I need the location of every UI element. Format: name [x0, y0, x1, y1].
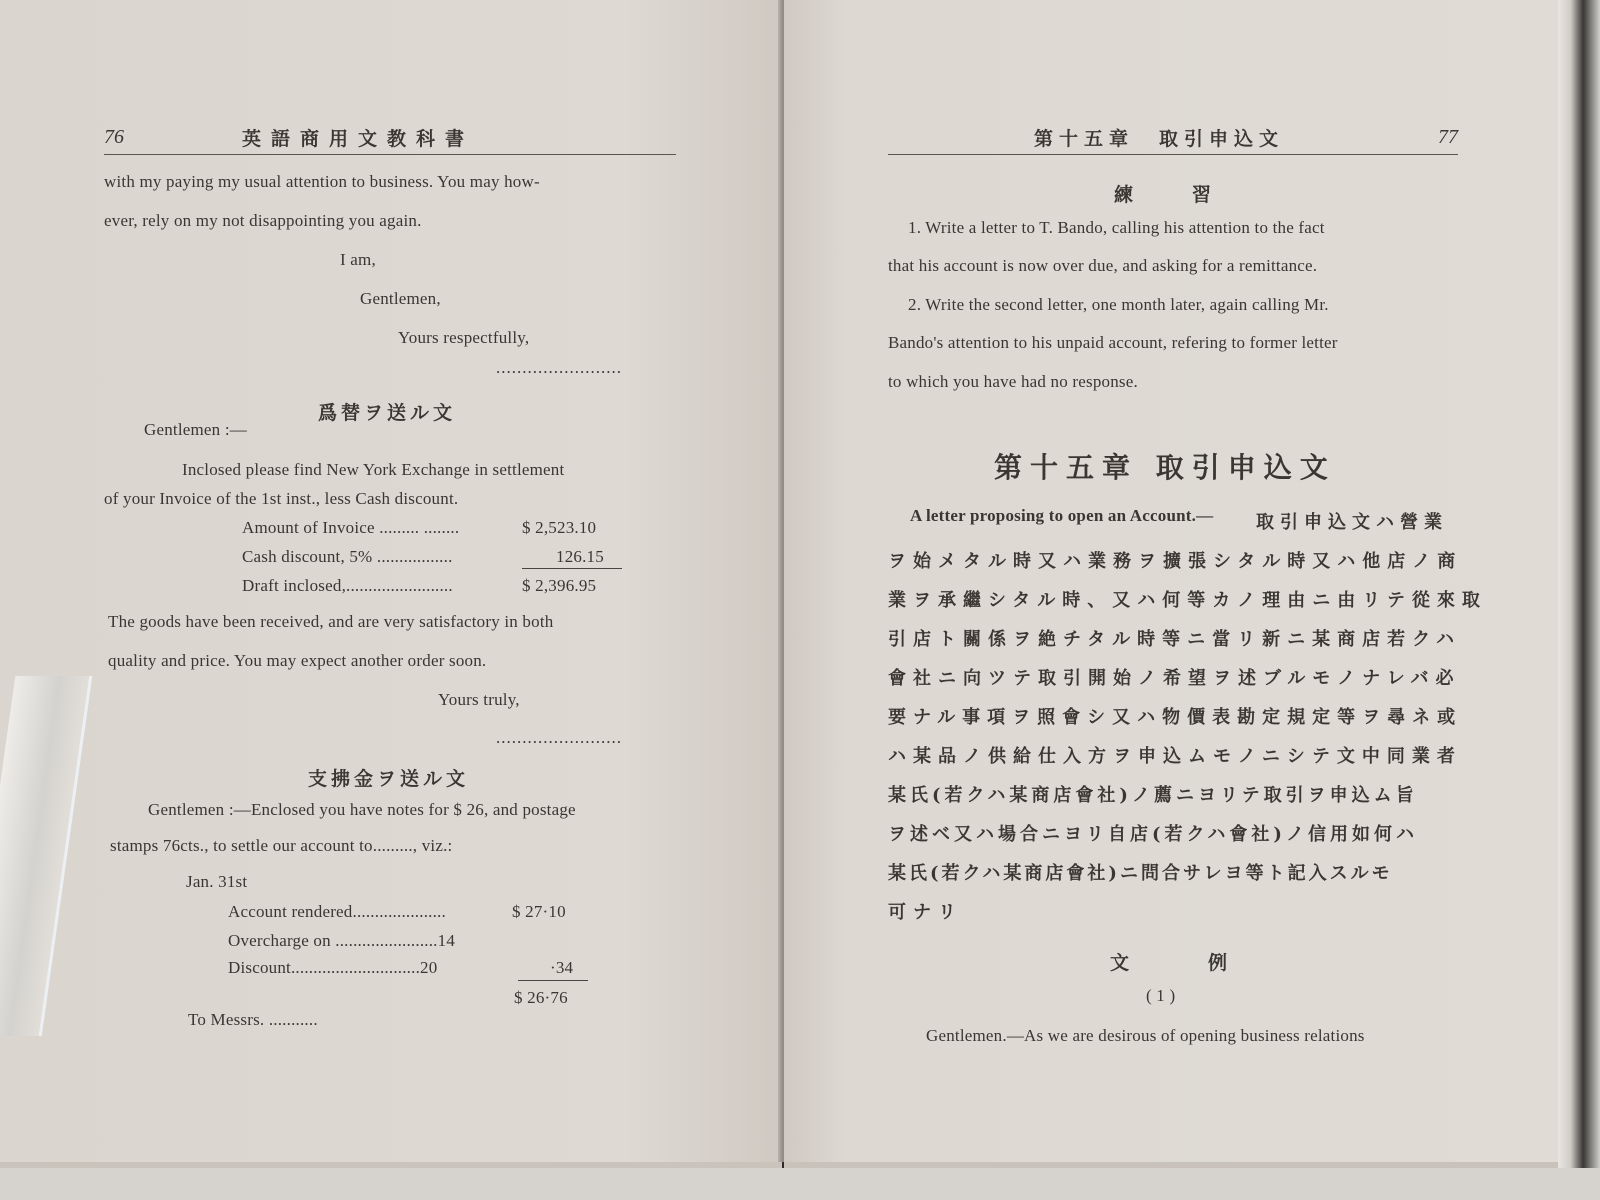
- account-label: Account rendered.....................: [228, 902, 446, 921]
- section-title: 支拂金ヲ送ル文: [308, 768, 470, 790]
- account-label: Discount.............................20: [228, 958, 438, 977]
- section-title: 爲替ヲ送ル文: [318, 402, 457, 424]
- invoice-label: Cash discount, 5% .................: [242, 547, 453, 566]
- sum-rule: [518, 980, 588, 981]
- example-start: Gentlemen.—As we are desirous of opening business relations: [926, 1026, 1365, 1045]
- intro-jp-line: ヲ始メタル時又ハ業務ヲ擴張シタル時又ハ他店ノ商: [888, 551, 1463, 572]
- closing-line: I am,: [340, 250, 376, 269]
- book-cover-edge: [1558, 0, 1600, 1200]
- signature-line: ........................: [496, 728, 622, 747]
- intro-jp-line: ハ某品ノ供給仕入方ヲ申込ムモノニシテ文中同業者: [888, 746, 1462, 767]
- right-page-number: 77: [1438, 126, 1458, 148]
- invoice-value: 126.15: [556, 547, 604, 566]
- date-line: Jan. 31st: [186, 872, 248, 891]
- exercise-line: to which you have had no response.: [888, 372, 1138, 391]
- text-line: Inclosed please find New York Exchange in settlement: [182, 460, 565, 479]
- exercise-line: 2. Write the second letter, one month later, again calling Mr.: [908, 295, 1329, 314]
- closing-line: Yours respectfully,: [398, 328, 530, 347]
- invoice-label: Draft inclosed,........................: [242, 576, 453, 595]
- account-total: $ 26·76: [514, 988, 568, 1007]
- chapter-heading: 第十五章 取引申込文: [994, 451, 1336, 484]
- right-running-title: 第十五章 取引申込文: [1034, 128, 1285, 150]
- text-line: of your Invoice of the 1st inst., less Cash discount.: [104, 489, 459, 508]
- account-label: Overcharge on .......................14: [228, 931, 456, 950]
- sum-rule: [522, 568, 622, 569]
- exercise-line: Bando's attention to his unpaid account, refering to former letter: [888, 333, 1338, 352]
- text-line: stamps 76cts., to settle our account to........., viz.:: [110, 836, 453, 855]
- left-running-header: [104, 124, 676, 155]
- invoice-label: Amount of Invoice ......... ........: [242, 518, 460, 537]
- right-running-header: [888, 124, 1458, 155]
- exercise-line: that his account is now over due, and asking for a remittance.: [888, 256, 1318, 275]
- text-line: quality and price. You may expect another order soon.: [108, 651, 487, 670]
- text-line: Gentlemen :—Enclosed you have notes for $ 26, and postage: [148, 800, 576, 819]
- intro-lead: A letter proposing to open an Account.—: [910, 506, 1214, 525]
- intro-jp-first: 取引申込文ハ營業: [1256, 512, 1448, 533]
- example-number: ( 1 ): [1146, 986, 1176, 1005]
- intro-jp-line: 引店ト關係ヲ絶チタル時等ニ當リ新ニ某商店若クハ: [888, 629, 1462, 650]
- table-surface: [0, 1168, 1600, 1200]
- closing-line: Yours truly,: [438, 690, 520, 709]
- intro-jp-line: ヲ述ベ又ハ場合ニヨリ自店(若クハ會社)ノ信用如何ハ: [888, 824, 1418, 845]
- text-line: ever, rely on my not disappointing you again.: [104, 211, 422, 230]
- example-title: 文 例: [1110, 952, 1258, 974]
- account-value: $ 27·10: [512, 902, 566, 921]
- intro-jp-line: 某氏(若クハ某商店會社)ニ問合サレヨ等ト記入スルモ: [888, 863, 1393, 884]
- intro-jp-line: 可ナリ: [888, 902, 963, 923]
- text-line: The goods have been received, and are very satisfactory in both: [108, 612, 554, 631]
- signature-line: ........................: [496, 358, 622, 377]
- intro-jp-line: 要ナル事項ヲ照會シ又ハ物價表勘定規定等ヲ尋ネ或: [888, 707, 1463, 728]
- text-line: with my paying my usual attention to business. You may how-: [104, 172, 540, 191]
- exercise-line: 1. Write a letter to T. Bando, calling his attention to the fact: [908, 218, 1325, 237]
- left-page-number: 76: [104, 126, 124, 148]
- left-running-title: 英語商用文教科書: [242, 128, 475, 150]
- left-page: [0, 0, 782, 1170]
- to-line: To Messrs. ...........: [188, 1010, 318, 1029]
- intro-jp-line: 會社ニ向ツテ取引開始ノ希望ヲ述ブルモノナレバ必: [888, 668, 1461, 689]
- account-value: ·34: [550, 958, 574, 977]
- closing-line: Gentlemen,: [360, 289, 441, 308]
- invoice-value: $ 2,396.95: [522, 576, 597, 595]
- right-page: [784, 0, 1558, 1168]
- invoice-value: $ 2,523.10: [522, 518, 597, 537]
- intro-jp-line: 業ヲ承繼シタル時、又ハ何等カノ理由ニ由リテ從來取: [888, 590, 1487, 611]
- salutation: Gentlemen :—: [144, 420, 247, 439]
- exercise-title: 練 習: [1114, 184, 1232, 206]
- intro-jp-line: 某氏(若クハ某商店會社)ノ薦ニヨリテ取引ヲ申込ム旨: [888, 785, 1418, 806]
